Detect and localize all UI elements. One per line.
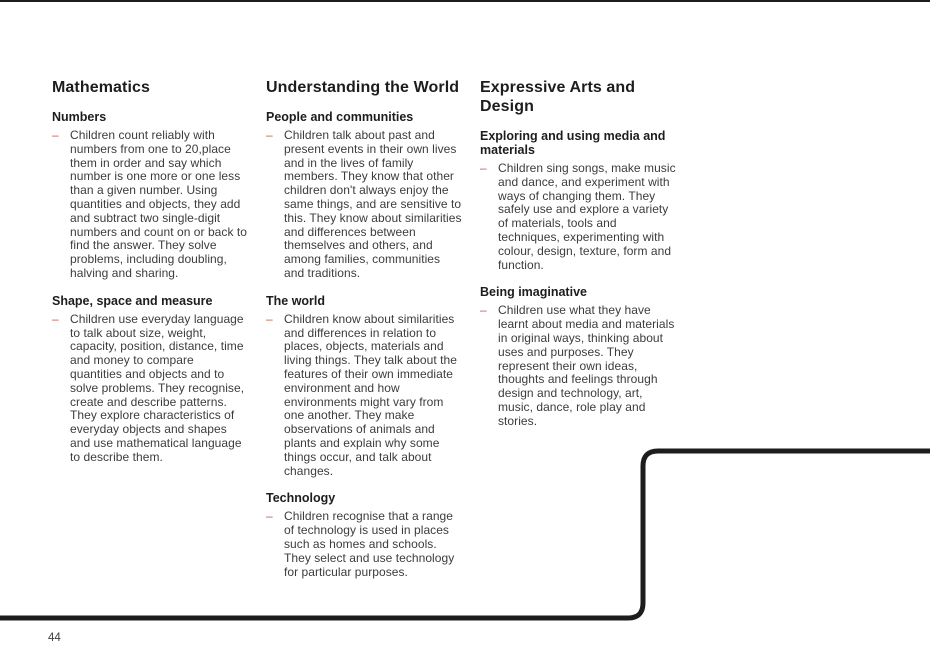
dash-bullet-marker: – (52, 311, 59, 326)
dash-bullet-marker: – (266, 509, 273, 524)
bullet-text: Children talk about past and present events in their own lives and in the lives of family members. They know that other children don't always enjoy the same things, and are sensitive to this. They know about similarities and differences between themselves and others, and among families, communities and traditions. (284, 128, 462, 280)
dash-bullet-marker: – (480, 161, 487, 175)
bullet-text: Children use everyday language to talk about size, weight, capacity, position, distance, time and money to compare quantities and objects and to solve problems. They recognise, create and describe patterns. They explore characteristics of everyday objects and shapes and use mathematical language to describe them. (70, 311, 245, 464)
columns (52, 78, 676, 587)
page-number: 44 (48, 632, 61, 644)
bullet-item (266, 313, 462, 479)
section-heading: People and communities (266, 110, 414, 124)
bullet-text: Children count reliably with numbers from one to 20,place them in order and say which number is one more or one less than a given number. Using quantities and objects, they add and subtract two single-digit numbers and count on or back to find the answer. They solve problems, including doubling, halving and sharing. (70, 128, 247, 280)
bullet-item (480, 162, 676, 272)
bullet-text: Children sing songs, make music and dance, and experiment with ways of changing them. They safely use and explore a variety of materials, tools and techniques, experimenting with colour, design, texture, form and function. (498, 161, 676, 272)
section-heading: The world (266, 293, 326, 308)
dash-bullet-marker: – (266, 311, 273, 326)
column (266, 78, 462, 587)
dash-bullet-marker: – (266, 128, 273, 142)
bullet-item (52, 313, 248, 465)
section-heading: Shape, space and measure (52, 293, 213, 308)
column (480, 78, 676, 587)
bullet-item (266, 129, 462, 281)
top-rule (0, 0, 930, 2)
section-heading: Numbers (52, 110, 107, 124)
dash-bullet-marker: – (480, 303, 487, 318)
column-title: Understanding the World (266, 79, 460, 96)
bullet-text: Children know about similarities and differences in relation to places, objects, materials and living things. They talk about the features of their own immediate environment and how environments might vary from one another. They make observations of animals and plants and explain why some things occur, and talk about changes. (284, 311, 457, 478)
bullet-item (266, 510, 462, 579)
bullet-item (52, 129, 248, 281)
column-title: Mathematics (52, 79, 151, 96)
column (52, 78, 248, 587)
bullet-text: Children recognise that a range of technology is used in places such as homes and schools. They select and use technology for particular purposes. (284, 509, 455, 579)
section-heading: Exploring and using media and materials (480, 129, 666, 157)
column-title: Expressive Arts and Design (480, 79, 636, 115)
bullet-item (480, 304, 676, 428)
bullet-text: Children use what they have learnt about media and materials in original ways, thinking about uses and purposes. They represent their own ideas, thoughts and feelings through design and technology, art, music, dance, role play and stories. (498, 303, 675, 428)
section-heading: Technology (266, 491, 336, 506)
dash-bullet-marker: – (52, 128, 59, 142)
section-heading: Being imaginative (480, 285, 587, 300)
